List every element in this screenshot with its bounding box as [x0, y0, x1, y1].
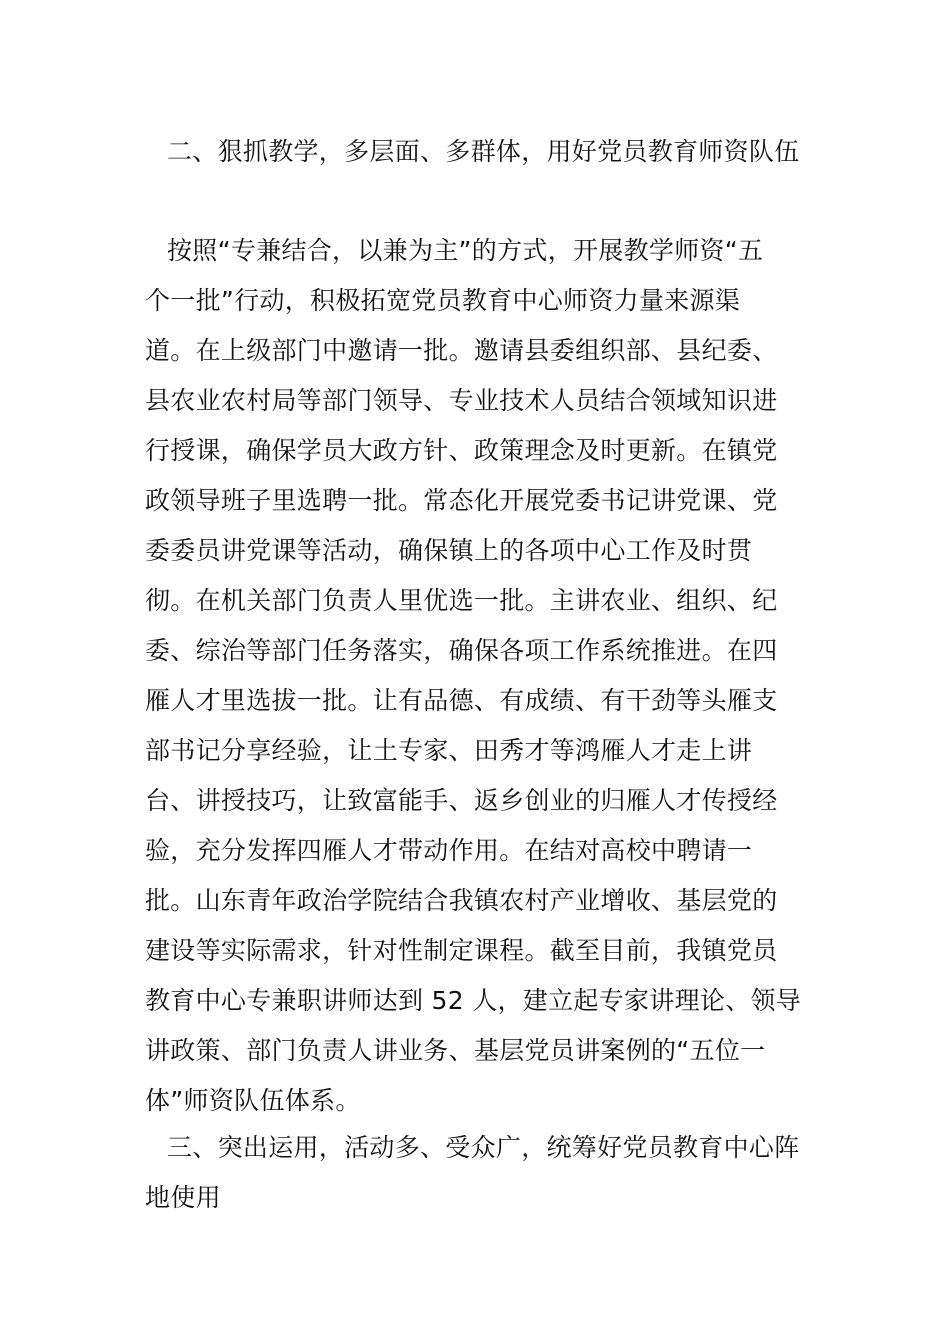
body-line: 政领导班子里选聘一批。常态化开展党委书记讲党课、党	[145, 486, 778, 515]
body-line: 教育中心专兼职讲师达到 52 人，建立起专家讲理论、领导	[145, 986, 802, 1015]
body-line: 彻。在机关部门负责人里优选一批。主讲农业、组织、纪	[145, 586, 778, 615]
body-line: 验，充分发挥四雁人才带动作用。在结对高校中聘请一	[145, 836, 753, 865]
body-line: 委、综治等部门任务落实，确保各项工作系统推进。在四	[145, 636, 778, 665]
body-line: 部书记分享经验，让土专家、田秀才等鸿雁人才走上讲	[145, 736, 753, 765]
heading-three-line: 三、突出运用，活动多、受众广，统筹好党员教育中心阵	[167, 1133, 800, 1162]
body-line: 委委员讲党课等活动，确保镇上的各项中心工作及时贯	[145, 536, 753, 565]
body-line: 县农业农村局等部门领导、专业技术人员结合领域知识进	[145, 386, 778, 415]
section-heading-two	[145, 127, 810, 177]
body-line: 讲政策、部门负责人讲业务、基层党员讲案例的“五位一	[145, 1036, 766, 1065]
body-line: 按照“专兼结合，以兼为主”的方式，开展教学师资“五	[167, 236, 764, 265]
body-paragraph	[145, 226, 810, 1126]
body-line: 批。山东青年政治学院结合我镇农村产业增收、基层党的	[145, 886, 778, 915]
heading-three-line: 地使用	[145, 1183, 221, 1212]
body-line: 台、讲授技巧，让致富能手、返乡创业的归雁人才传授经	[145, 786, 778, 815]
body-line: 雁人才里选拔一批。让有品德、有成绩、有干劲等头雁支	[145, 686, 778, 715]
body-line: 体”师资队伍体系。	[145, 1086, 361, 1115]
body-line: 个一批”行动，积极拓宽党员教育中心师资力量来源渠	[145, 286, 741, 315]
section-heading-three	[145, 1123, 810, 1223]
body-line: 行授课，确保学员大政方针、政策理念及时更新。在镇党	[145, 436, 778, 465]
body-line: 道。在上级部门中邀请一批。邀请县委组织部、县纪委、	[145, 336, 778, 365]
body-line: 建设等实际需求，针对性制定课程。截至目前，我镇党员	[145, 936, 778, 965]
heading-two-line: 二、狠抓教学，多层面、多群体，用好党员教育师资队伍	[167, 137, 800, 166]
